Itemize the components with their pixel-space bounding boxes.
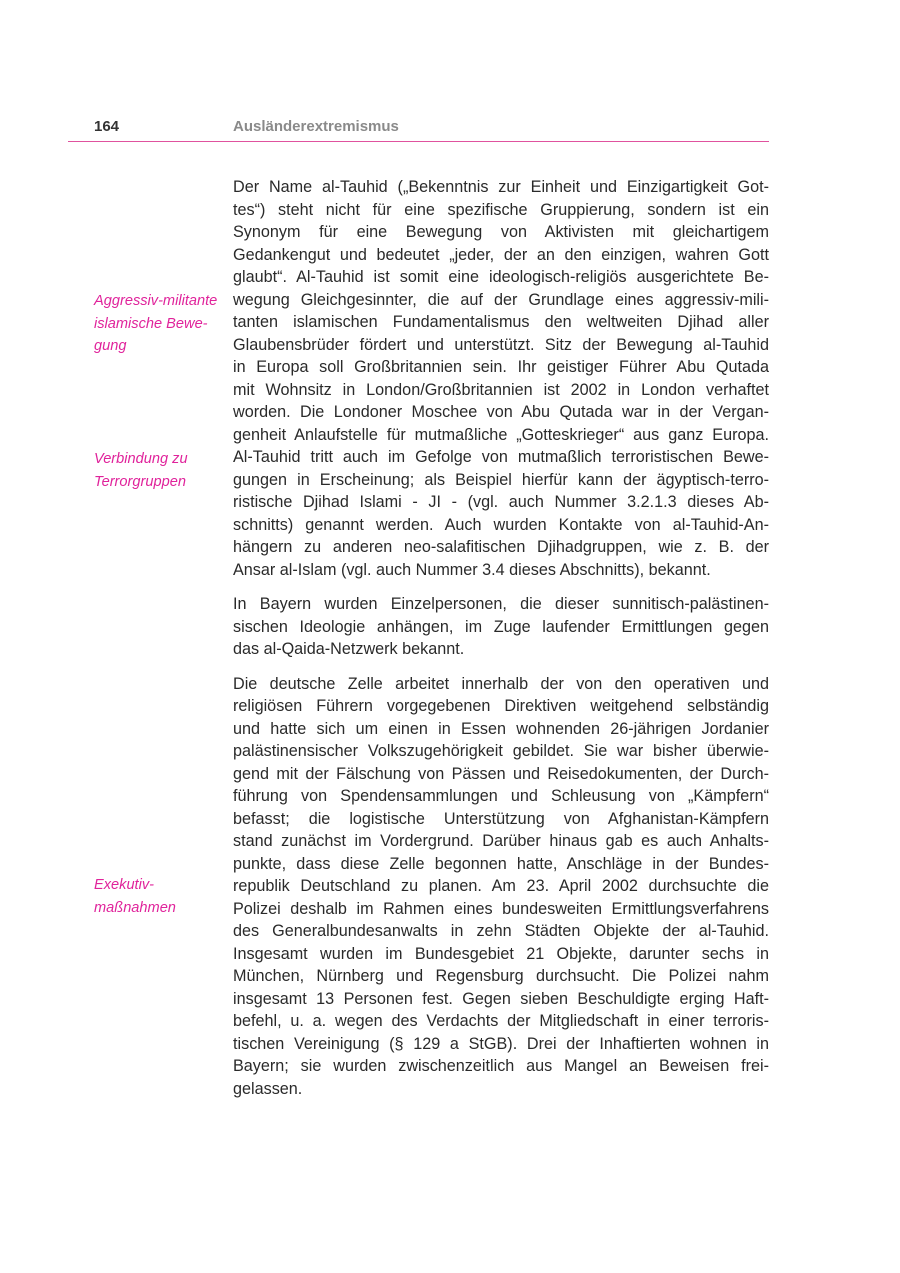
text-line: Insgesamt wurden im Bundesgebiet 21 Objekte, darunter sechs in (233, 944, 769, 963)
text-line: stand zunächst im Vordergrund. Darüber hinaus gab es auch Anhalts- (233, 832, 769, 850)
margin-note-verbindung (94, 448, 226, 493)
margin-note-line: maßnahmen (94, 899, 176, 916)
paragraph-zelle (233, 673, 769, 1101)
text-line: Polizei deshalb im Rahmen eines bundesweiten Ermittlungsverfahrens (233, 899, 769, 918)
text-line: hängern zu anderen neo-salafitischen Djihadgruppen, wie z. B. der (233, 538, 769, 556)
margin-note-line: Terrorgruppen (94, 473, 186, 490)
text-line: worden. Die Londoner Moschee von Abu Qutada war in der Vergan- (233, 403, 769, 421)
text-line: religiösen Führern vorgegebenen Direktiven weitgehend selbständig (233, 697, 769, 715)
text-line: glaubt“. Al-Tauhid ist somit eine ideologisch-religiös ausgerichtete Be- (233, 268, 769, 286)
text-line: tes“) steht nicht für eine spezifische Gruppierung, sondern ist ein (233, 200, 769, 219)
text-line: wegung Gleichgesinnter, die auf der Grundlage eines aggressiv-mili- (233, 290, 769, 309)
text-line: Al-Tauhid tritt auch im Gefolge von mutmaßlich terroristischen Bewe- (233, 448, 769, 466)
text-line: tanten islamischen Fundamentalismus den weltweiten Djihad aller (233, 313, 769, 331)
text-line: Ansar al-Islam (vgl. auch Nummer 3.4 dieses Abschnitts), bekannt. (233, 560, 711, 579)
text-line: In Bayern wurden Einzelpersonen, die dieser sunnitisch-palästinen- (233, 595, 769, 613)
text-line: Bayern; sie wurden zwischenzeitlich aus Mangel an Beweisen frei- (233, 1057, 769, 1075)
text-line: befasst; die logistische Unterstützung von Afghanistan-Kämpfern (233, 809, 769, 828)
text-line: sischen Ideologie anhängen, im Zuge laufender Ermittlungen gegen (233, 617, 769, 636)
page-number: 164 (94, 118, 120, 135)
page-header (0, 118, 900, 142)
text-line: gend mit der Fälschung von Pässen und Reisedokumenten, der Durch- (233, 764, 769, 783)
text-line: palästinensischer Volkszugehörigkeit gebildet. Sie war bisher überwie- (233, 742, 769, 760)
margin-note-line: Aggressiv-militante (94, 293, 218, 309)
text-line: in Europa soll Großbritannien sein. Ihr geistiger Führer Abu Qutada (233, 358, 769, 376)
text-line: genheit Anlaufstelle für mutmaßliche „Gotteskrieger“ aus ganz Europa. (233, 425, 769, 444)
text-line: Die deutsche Zelle arbeitet innerhalb der von den operativen und (233, 674, 769, 693)
header-rule (68, 141, 769, 142)
text-line: mit Wohnsitz in London/Großbritannien ist 2002 in London verhaftet (233, 380, 769, 399)
text-line: schnitts) genannt werden. Auch wurden Kontakte von al-Tauhid-An- (233, 515, 769, 534)
text-line: Der Name al-Tauhid („Bekenntnis zur Einheit und Einzigartigkeit Got- (233, 178, 769, 196)
margin-note-line: Exekutiv- (94, 877, 155, 893)
text-line: Gedankengut und bedeutet „jeder, der an den einzigen, wahren Gott (233, 245, 769, 264)
margin-note-exekutiv (94, 874, 226, 919)
text-line: befehl, u. a. wegen des Verdachts der Mitgliedschaft in einer terroris- (233, 1012, 769, 1030)
text-line: gelassen. (233, 1079, 303, 1098)
text-line: Glaubensbrüder fördert und unterstützt. Sitz der Bewegung al-Tauhid (233, 335, 769, 354)
paragraph-al-tauhid (233, 176, 769, 581)
margin-note-line: Verbindung zu (94, 451, 188, 467)
paragraph-bayern (233, 593, 769, 661)
text-line: das al-Qaida-Netzwerk bekannt. (233, 640, 465, 658)
running-title: Ausländerextremismus (233, 118, 399, 135)
text-line: München, Nürnberg und Regensburg durchsucht. Die Polizei nahm (233, 967, 769, 985)
text-line: republik Deutschland zu planen. Am 23. April 2002 durchsuchte die (233, 877, 769, 895)
margin-note-line: gung (94, 338, 127, 354)
text-line: und hatte sich um einen in Essen wohnenden 26-jährigen Jordanier (233, 719, 769, 738)
text-line: punkte, dass diese Zelle begonnen hatte, Anschläge in der Bundes- (233, 854, 769, 873)
margin-note-line: islamische Bewe- (94, 315, 208, 332)
margin-note-aggressiv (94, 290, 226, 358)
text-line: tischen Vereinigung (§ 129 a StGB). Drei der Inhaftierten wohnen in (233, 1034, 769, 1053)
text-line: des Generalbundesanwalts in zehn Städten Objekte der al-Tauhid. (233, 922, 769, 940)
text-line: führung von Spendensammlungen und Schleusung von „Kämpfern“ (233, 787, 769, 805)
text-line: insgesamt 13 Personen fest. Gegen sieben Beschuldigte erging Haft- (233, 989, 769, 1008)
body-text (233, 176, 769, 1112)
text-line: gungen in Erscheinung; als Beispiel hierfür kann der ägyptisch-terro- (233, 470, 769, 489)
text-line: ristische Djihad Islami - JI - (vgl. auch Nummer 3.2.1.3 dieses Ab- (233, 493, 769, 511)
text-line: Synonym für eine Bewegung von Aktivisten mit gleichartigem (233, 223, 769, 241)
